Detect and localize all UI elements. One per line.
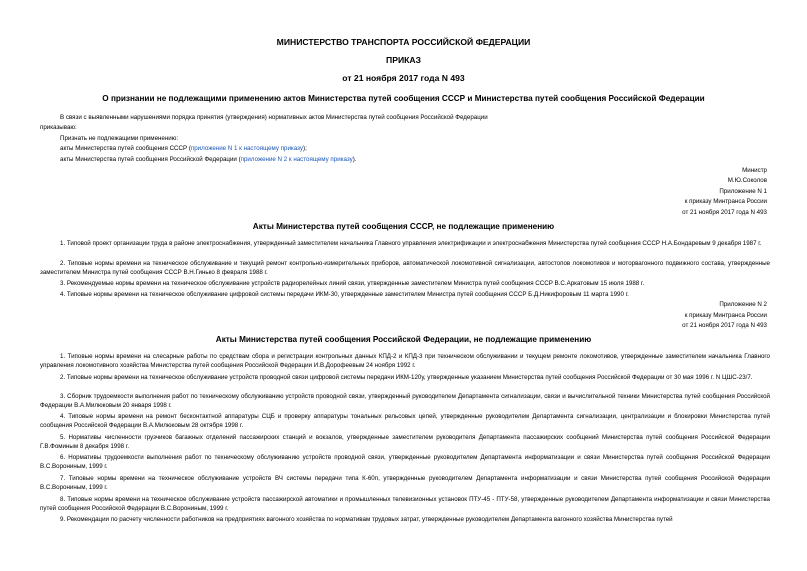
intro-order-word: приказываю: [40,124,77,131]
intro-item-2-text: акты Министерства путей сообщения Российской Федерации ( [60,156,241,163]
order-title: О признании не подлежащими применению актов Министерства путей сообщения СССР и Министерства путей сообщения Российской Федерации [102,94,705,103]
appendix-2-label: Приложение N 2 [719,301,767,308]
appendix-2-heading: Акты Министерства путей сообщения Российской Федерации, не подлежащие применению [215,335,592,344]
ministry-name: МИНИСТЕРСТВО ТРАНСПОРТА РОССИЙСКОЙ ФЕДЕРАЦИИ [276,37,531,47]
appendix-2-date: от 21 ноября 2017 года N 493 [682,322,767,329]
appendix-2-item: 9. Рекомендации по расчету численности работников на предприятиях вагонного хозяйства по нормативам трудовых затрат, утвержденные руководителем Департамента вагонного хозяйства Министерства путей [60,516,673,523]
appendix-1-item: 2. Типовые нормы времени на техническое обслуживание и текущий ремонт контрольно-измерительных приборов, автоматической локомотивной сигнализации, автостопов локомотивов и моторвагонного подвижного состава, утвержденные заместителем Министра путей сообщения СССР В.Н.Гинько 8 февраля 1988 г. [40,260,770,276]
appendix-2-to-order: к приказу Минтранса России [684,312,767,319]
appendix-2-item: 6. Нормативы трудоемкости выполнения работ по техническому обслуживанию устройств проводной связи, утвержденные руководителем Департамента информатизации и связи Министерства путей сообщения Российской Федерации В.С.Ворониным, 1999 г. [40,454,770,470]
appendix-2-item: 1. Типовые нормы времени на слесарные работы по средствам сбора и регистрации контрольных данных КПД-2 и КПД-3 при техническом обслуживании и текущем ремонте локомотивов, утвержденные заместителем начальника Главного управления локомотивного хозяйства Министерства путей сообщения Российской Федерации И.В.Дорофеевым 24 ноября 1992 г. [40,353,770,369]
appendix-1-link[interactable]: приложение N 1 к настоящему приказу [190,145,304,152]
signature-position: Министр [742,167,767,174]
appendix-2-link[interactable]: приложение N 2 к настоящему приказу [240,156,353,163]
signature-name: М.Ю.Соколов [727,177,767,184]
document-type: ПРИКАЗ [386,55,421,65]
appendix-1-item: 3. Рекомендуемые нормы времени на техническое обслуживание устройств радиорелейных линий связи, утвержденные заместителем Министра путей сообщения СССР В.С.Аркатовым 15 июля 1988 г. [60,280,645,287]
intro-item-1-text: акты Министерства путей сообщения СССР ( [60,145,191,152]
appendix-2-item: 2. Типовые нормы времени на техническое обслуживание устройств проводной связи цифровой системы передачи ИКМ-120у, утвержденные указанием Министерства путей сообщения Российской Федерации от 30 мая 1996 г. N ЦШС-23/7. [60,374,753,381]
intro-item-2-end: ). [352,156,357,163]
appendix-2-item: 8. Типовые нормы времени на техническое обслуживание устройств пассажирской автоматики и промышленных телевизионных установок ПТУ-45 - ПТУ-58, утвержденные руководителем Департамента информатизации и связи Министерства путей сообщения Российской Федерации В.С.Ворониным, 1999 г. [40,496,770,512]
appendix-1-date: от 21 ноября 2017 года N 493 [682,209,767,216]
appendix-2-item: 7. Типовые нормы времени на техническое обслуживание устройств ВЧ системы передачи типа К-60п, утвержденные руководителем Департамента информатизации и связи Министерства путей сообщения Российской Федерации В.С.Ворониным, 1999 г. [40,475,770,491]
appendix-2-item: 4. Типовые нормы времени на ремонт бесконтактной аппаратуры СЦБ и проверку аппаратуры тональных рельсовых цепей, утвержденные руководителем Департамента сигнализации, централизации и блокировки Министерства путей сообщения Российской Федерации В.А.Милюковым 28 октября 1998 г. [40,413,770,429]
intro-item-1 [60,144,307,153]
appendix-1-heading: Акты Министерства путей сообщения СССР, не подлежащие применению [252,222,555,231]
intro-paragraph: В связи с выявленными нарушениями порядка принятия (утверждения) нормативных актов Министерства путей сообщения Российской Федерации [60,114,488,121]
appendix-2-item: 5. Нормативы численности грузчиков багажных отделений пассажирских станций и вокзалов, утвержденные заместителем руководителя Департамента пассажирских сообщений Министерства путей сообщения Российской Федерации Г.В.Фоминым 8 декабря 1998 г. [40,434,770,450]
intro-item-1-end: ); [303,145,307,152]
intro-item-2 [60,155,357,164]
appendix-1-label: Приложение N 1 [719,188,767,195]
appendix-2-item: 3. Сборник трудоемкости выполнения работ по техническому обслуживанию устройств проводной связи, утвержденный руководителем Департамента сигнализации, связи и вычислительной техники Министерства путей сообщения Российской Федерации В.А.Милюковым 20 января 1998 г. [40,393,770,409]
appendix-1-item: 1. Типовой проект организации труда в районе электроснабжения, утвержденный заместителем начальника Главного управления электрификации и электроснабжения Министерства путей сообщения СССР Н.А.Бондаревым 9 декабря 1987 г. [60,240,762,247]
intro-recognize: Признать не подлежащими применению: [60,135,179,142]
order-date-number: от 21 ноября 2017 года N 493 [342,73,465,83]
appendix-1-to-order: к приказу Минтранса России [684,198,767,205]
appendix-1-item: 4. Типовые нормы времени на техническое обслуживание цифровой системы передачи ИКМ-30, утвержденные заместителем Министра путей сообщения СССР Б.Д.Никифоровым 11 марта 1990 г. [60,291,629,298]
